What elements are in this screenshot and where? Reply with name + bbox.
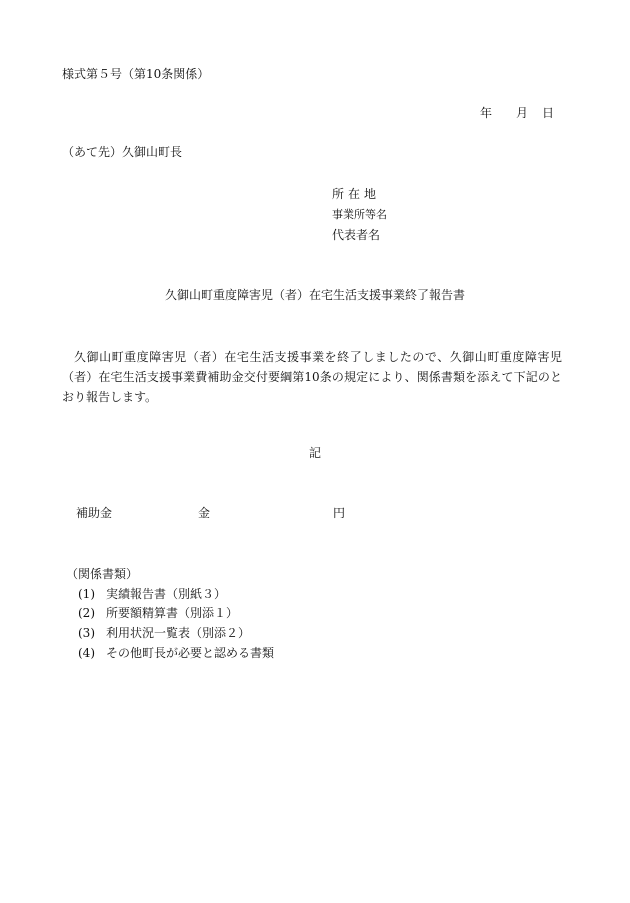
document-item-text: 所要額精算書（別添１） [106,606,239,620]
document-item-text: 利用状況一覧表（別添２） [106,626,251,640]
date-line [480,107,554,119]
document-item-text: その他町長が必要と認める書類 [106,646,275,660]
note-heading: 記 [308,446,321,460]
document-item [78,607,238,619]
subsidy-label: 補助金 [76,506,113,520]
documents-heading: （関係書類） [66,567,139,581]
document-item-number: (4) [78,646,95,660]
subsidy-amount-prefix: 金 [198,506,211,520]
document-item-number: (2) [78,606,95,620]
body-paragraph: 久御山町重度障害児（者）在宅生活支援事業を終了しましたので、久御山町重度障害児（者）在宅生活支援事業費補助金交付要綱第10条の規定により、関係書類を添えて下記のとおり報告します。 [62,350,562,404]
date-day-label: 日 [542,106,555,120]
representative-label: 代表者名 [332,228,381,242]
recipient: （あて先）久御山町長 [62,145,183,159]
form-number: 様式第５号（第10条関係） [62,67,210,81]
subsidy-unit: 円 [333,506,346,520]
document-item-text: 実績報告書（別紙３） [106,587,227,601]
date-year-label: 年 [480,106,493,120]
document-item-number: (1) [78,587,95,601]
document-item [78,627,250,639]
address-label: 所在地 [332,187,381,201]
report-title: 久御山町重度障害児（者）在宅生活支援事業終了報告書 [164,288,465,302]
date-month-label: 月 [516,106,529,120]
document-item-number: (3) [78,626,95,640]
office-name-label: 事業所等名 [332,208,387,221]
document-item [78,647,274,659]
document-item [78,588,226,600]
